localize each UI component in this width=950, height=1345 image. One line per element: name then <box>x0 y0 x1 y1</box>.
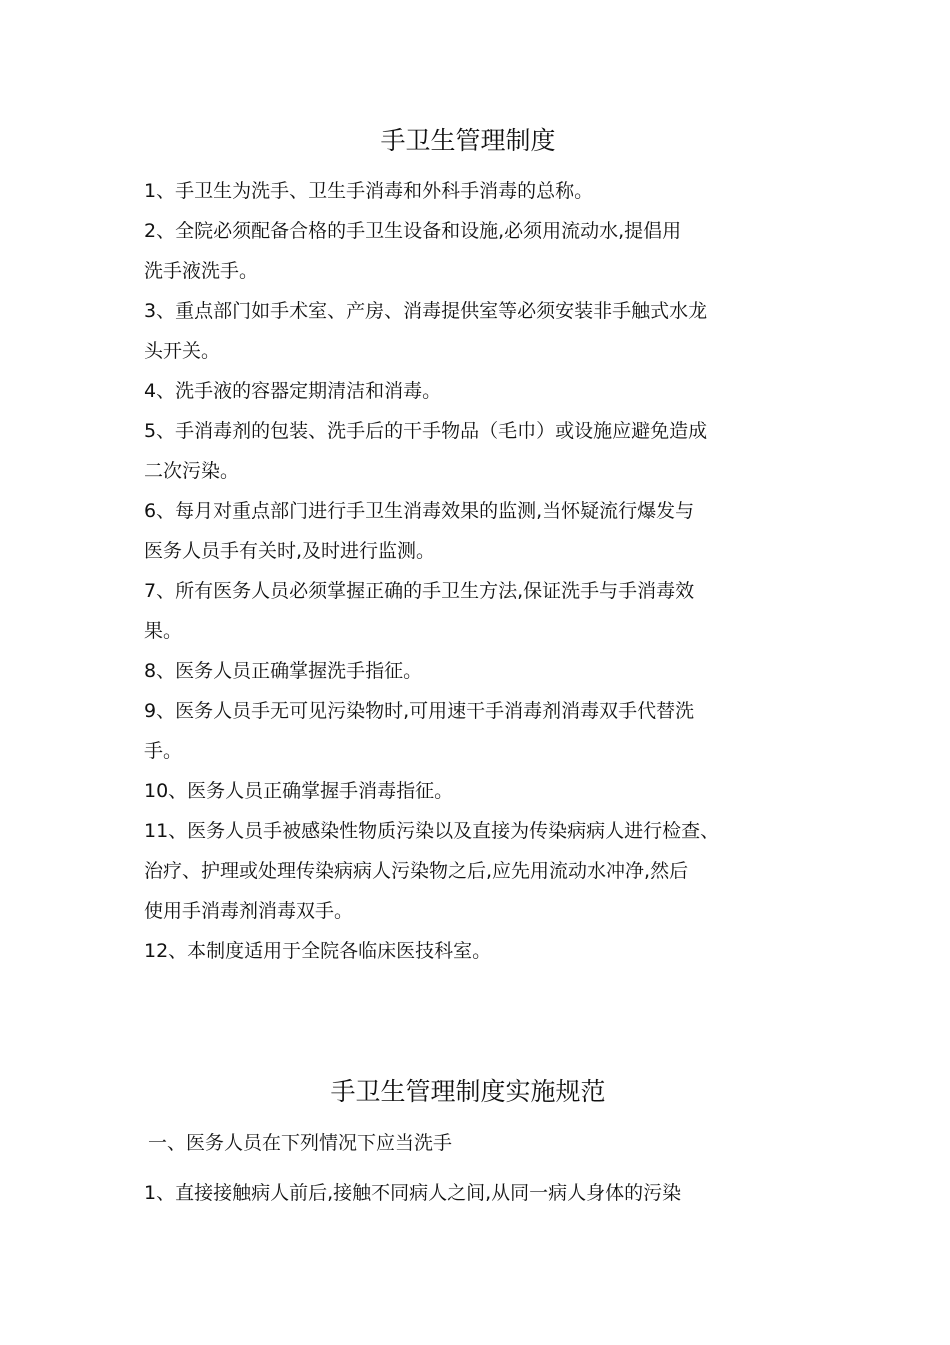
rule-line: 医务人员手有关时,及时进行监测。 <box>144 540 436 562</box>
rule-line: 二次污染。 <box>144 460 240 482</box>
rule-line: 果。 <box>144 620 183 642</box>
rule-line: 手。 <box>144 740 183 762</box>
rule-line: 2、全院必须配备合格的手卫生设备和设施,必须用流动水,提倡用 <box>144 220 682 242</box>
rule-line: 12、本制度适用于全院各临床医技科室。 <box>144 940 492 962</box>
rule-line: 5、手消毒剂的包装、洗手后的干手物品（毛巾）或设施应避免造成 <box>144 420 708 442</box>
document-title: 手卫生管理制度 <box>380 126 556 155</box>
rule-line: 3、重点部门如手术室、产房、消毒提供室等必须安装非手触式水龙 <box>144 300 708 322</box>
rule-line: 头开关。 <box>144 340 221 362</box>
section-title: 手卫生管理制度实施规范 <box>330 1077 606 1106</box>
rule-line: 使用手消毒剂消毒双手。 <box>144 900 354 922</box>
rule-line: 治疗、护理或处理传染病病人污染物之后,应先用流动水冲净,然后 <box>144 860 689 882</box>
rule-line: 7、所有医务人员必须掌握正确的手卫生方法,保证洗手与手消毒效 <box>144 580 695 602</box>
rule-line: 9、医务人员手无可见污染物时,可用速干手消毒剂消毒双手代替洗 <box>144 700 695 722</box>
rule-line: 8、医务人员正确掌握洗手指征。 <box>144 660 423 682</box>
rule-line: 1、手卫生为洗手、卫生手消毒和外科手消毒的总称。 <box>144 180 594 202</box>
section-subheading: 一、医务人员在下列情况下应当洗手 <box>148 1132 453 1154</box>
rule-line: 11、医务人员手被感染性物质污染以及直接为传染病病人进行检查、 <box>144 820 720 842</box>
rule-line: 洗手液洗手。 <box>144 260 259 282</box>
rule-line: 1、直接接触病人前后,接触不同病人之间,从同一病人身体的污染 <box>144 1182 682 1204</box>
rule-line: 6、每月对重点部门进行手卫生消毒效果的监测,当怀疑流行爆发与 <box>144 500 695 522</box>
rule-line: 4、洗手液的容器定期清洁和消毒。 <box>144 380 442 402</box>
rule-line: 10、医务人员正确掌握手消毒指征。 <box>144 780 454 802</box>
